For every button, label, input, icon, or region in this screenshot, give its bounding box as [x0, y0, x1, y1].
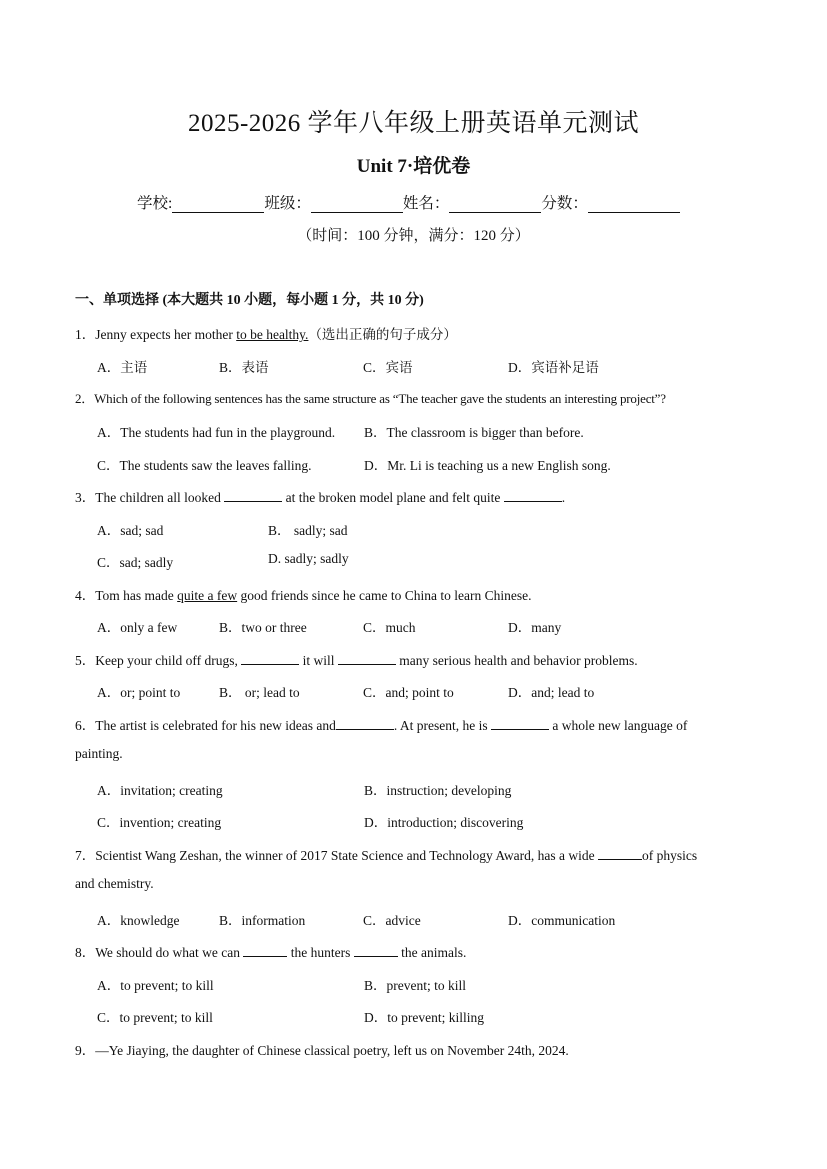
- q5-option-b[interactable]: B． or; lead to: [219, 685, 300, 700]
- answer-blank[interactable]: [224, 488, 282, 502]
- q4-option-a[interactable]: A．only a few: [97, 620, 178, 635]
- q8-option-c[interactable]: C．to prevent; to kill: [97, 1010, 213, 1025]
- question-text: . At present, he is: [393, 718, 492, 733]
- question-3-stem: [75, 486, 565, 506]
- name-label: 姓名：: [402, 195, 450, 212]
- question-text: it will: [299, 653, 338, 668]
- name-field[interactable]: [449, 194, 541, 213]
- question-2-stem: 2．Which of the following sentences has the same structure as “The teacher gave the students an interesting project”?: [75, 391, 666, 406]
- question-7-stem: [75, 844, 697, 864]
- class-label: 班级：: [264, 195, 311, 212]
- q6-option-d[interactable]: D．introduction; discovering: [364, 815, 524, 830]
- score-label: 分数：: [541, 195, 588, 212]
- q8-option-d[interactable]: D．to prevent; killing: [364, 1010, 484, 1025]
- q7-option-b[interactable]: B．information: [219, 913, 306, 928]
- question-text: （选出正确的句子成分）: [308, 327, 457, 342]
- question-9-stem: 9．—Ye Jiaying, the daughter of Chinese classical poetry, left us on November 24th, 2024.: [75, 1043, 569, 1058]
- question-text: good friends since he came to China to learn Chinese.: [237, 588, 532, 603]
- class-field[interactable]: [311, 194, 403, 213]
- q7-option-a[interactable]: A．knowledge: [97, 913, 180, 928]
- answer-blank[interactable]: [241, 651, 299, 665]
- q5-option-d[interactable]: D．and; lead to: [508, 685, 595, 700]
- question-text: of physics: [641, 848, 698, 863]
- question-text: 5．Keep your child off drugs,: [75, 653, 242, 668]
- q2-option-c[interactable]: C．The students saw the leaves falling.: [97, 458, 312, 473]
- score-field[interactable]: [588, 194, 680, 213]
- question-text: the hunters: [287, 945, 354, 960]
- question-text: at the broken model plane and felt quite: [282, 490, 504, 505]
- q3-option-c[interactable]: C．sad; sadly: [97, 555, 174, 570]
- q6-option-b[interactable]: B．instruction; developing: [364, 783, 512, 798]
- time-note: （时间：100 分钟，满分：120 分）: [297, 228, 530, 244]
- answer-blank[interactable]: [491, 716, 549, 730]
- question-text: many serious health and behavior problems.: [395, 653, 638, 668]
- answer-blank[interactable]: [354, 943, 398, 957]
- answer-blank[interactable]: [243, 943, 287, 957]
- page-title: 2025-2026 学年八年级上册英语单元测试: [187, 110, 640, 137]
- q5-option-c[interactable]: C．and; point to: [363, 685, 454, 700]
- question-4-stem: [75, 584, 531, 604]
- underlined-phrase: to be healthy.: [236, 327, 309, 342]
- question-8-stem: [75, 941, 466, 961]
- question-text: a whole new language of: [549, 718, 688, 733]
- q1-option-b[interactable]: B．表语: [219, 360, 269, 375]
- question-text: 4．Tom has made: [75, 588, 178, 603]
- question-text: 7．Scientist Wang Zeshan, the winner of 2017 State Science and Technology Award, has a wide: [75, 848, 598, 863]
- section-heading: 一、单项选择 (本大题共 10 小题，每小题 1 分，共 10 分): [75, 293, 424, 308]
- q3-option-d[interactable]: D. sadly; sadly: [268, 551, 349, 566]
- q6-option-c[interactable]: C．invention; creating: [97, 815, 222, 830]
- q4-option-b[interactable]: B．two or three: [219, 620, 307, 635]
- q1-option-d[interactable]: D．宾语补足语: [508, 360, 599, 375]
- q1-option-c[interactable]: C．宾语: [363, 360, 413, 375]
- question-6-stem: [75, 714, 687, 734]
- question-7-continued: and chemistry.: [75, 876, 154, 891]
- student-info-row: [137, 191, 680, 213]
- question-text: 3．The children all looked: [75, 490, 225, 505]
- q4-option-c[interactable]: C．much: [363, 620, 416, 635]
- answer-blank[interactable]: [504, 488, 562, 502]
- question-6-continued: painting.: [75, 746, 123, 761]
- school-field[interactable]: [172, 194, 264, 213]
- question-text: 8．We should do what we can: [75, 945, 244, 960]
- answer-blank[interactable]: [338, 651, 396, 665]
- question-text: 1．Jenny expects her mother: [75, 327, 237, 342]
- question-5-stem: [75, 649, 638, 669]
- q2-option-b[interactable]: B．The classroom is bigger than before.: [364, 425, 584, 440]
- answer-blank[interactable]: [336, 716, 394, 730]
- school-label: 学校:: [137, 195, 173, 212]
- underlined-phrase: quite a few: [177, 588, 238, 603]
- q1-option-a[interactable]: A．主语: [97, 360, 148, 375]
- q5-option-a[interactable]: A．or; point to: [97, 685, 181, 700]
- q8-option-a[interactable]: A．to prevent; to kill: [97, 978, 214, 993]
- q3-option-b[interactable]: B． sadly; sad: [268, 523, 348, 538]
- question-1-stem: [75, 323, 457, 343]
- question-text: the animals.: [397, 945, 467, 960]
- page-subtitle: Unit 7·培优卷: [356, 156, 471, 177]
- q3-option-a[interactable]: A．sad; sad: [97, 523, 164, 538]
- q7-option-d[interactable]: D．communication: [508, 913, 616, 928]
- question-text: 6．The artist is celebrated for his new ideas and: [75, 718, 336, 733]
- q2-option-a[interactable]: A．The students had fun in the playground.: [97, 425, 336, 440]
- answer-blank[interactable]: [598, 846, 642, 860]
- q7-option-c[interactable]: C．advice: [363, 913, 421, 928]
- question-text: .: [561, 490, 566, 505]
- q6-option-a[interactable]: A．invitation; creating: [97, 783, 223, 798]
- q2-option-d[interactable]: D．Mr. Li is teaching us a new English song.: [364, 458, 611, 473]
- q4-option-d[interactable]: D．many: [508, 620, 562, 635]
- q8-option-b[interactable]: B．prevent; to kill: [364, 978, 466, 993]
